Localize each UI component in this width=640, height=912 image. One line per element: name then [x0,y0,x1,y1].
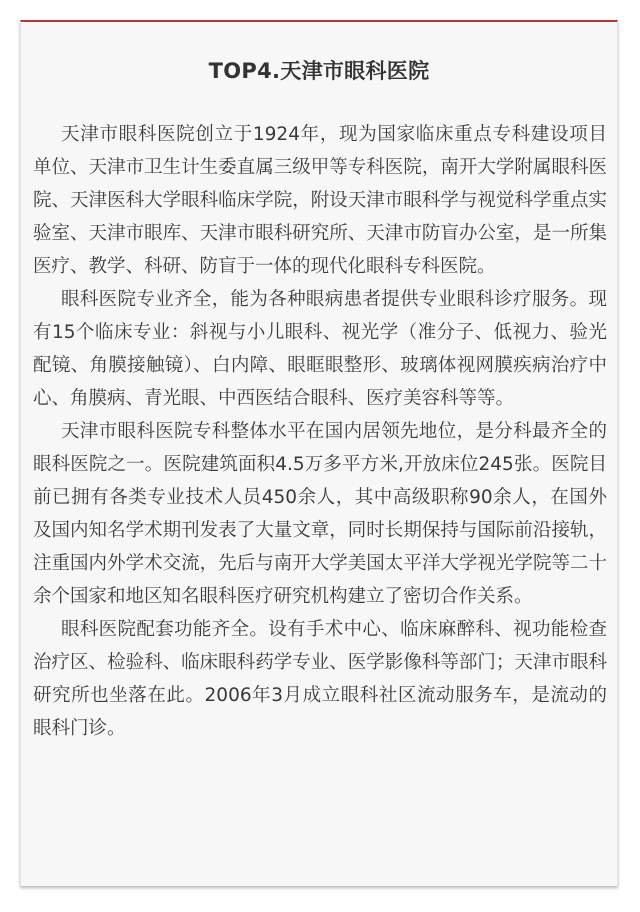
paragraph-specialties: 眼科医院专业齐全，能为各种眼病患者提供专业眼科诊疗服务。现有15个临床专业：斜视与小儿眼科、视光学（准分子、低视力、验光配镜、角膜接触镜）、白内障、眼眶眼整形、玻璃体视网膜疾病治疗中心、角膜病、青光眼、中西医结合眼科、医疗美容科等等。 [33,289,607,409]
article-title: TOP4.天津市眼科医院 [208,59,430,83]
paragraph-facilities: 眼科医院配套功能齐全。设有手术中心、临床麻醉科、视功能检查治疗区、检验科、临床眼科药学专业、医学影像科等部门；天津市眼科研究所也坐落在此。2006年3月成立眼科社区流动服务车，是流动的眼科门诊。 [33,619,607,739]
paragraph-scale: 天津市眼科医院专科整体水平在国内居领先地位，是分科最齐全的眼科医院之一。医院建筑面积4.5万多平方米,开放床位245张。医院目前已拥有各类专业技术人员450余人，其中高级职称90余人，在国外及国内知名学术期刊发表了大量文章，同时长期保持与国际前沿接轨，注重国内外学术交流，先后与南开大学美国太平洋大学视光学院等二十余个国家和地区知名眼科医疗研究机构建立了密切合作关系。 [33,421,607,607]
article-body [33,118,607,745]
paragraph-history: 天津市眼科医院创立于1924年，现为国家临床重点专科建设项目单位、天津市卫生计生委直属三级甲等专科医院，南开大学附属眼科医院、天津医科大学眼科临床学院，附设天津市眼科学与视觉科学重点实验室、天津市眼库、天津市眼科研究所、天津市防盲办公室，是一所集医疗、教学、科研、防盲于一体的现代化眼科专科医院。 [33,124,607,277]
article-card [20,20,618,886]
